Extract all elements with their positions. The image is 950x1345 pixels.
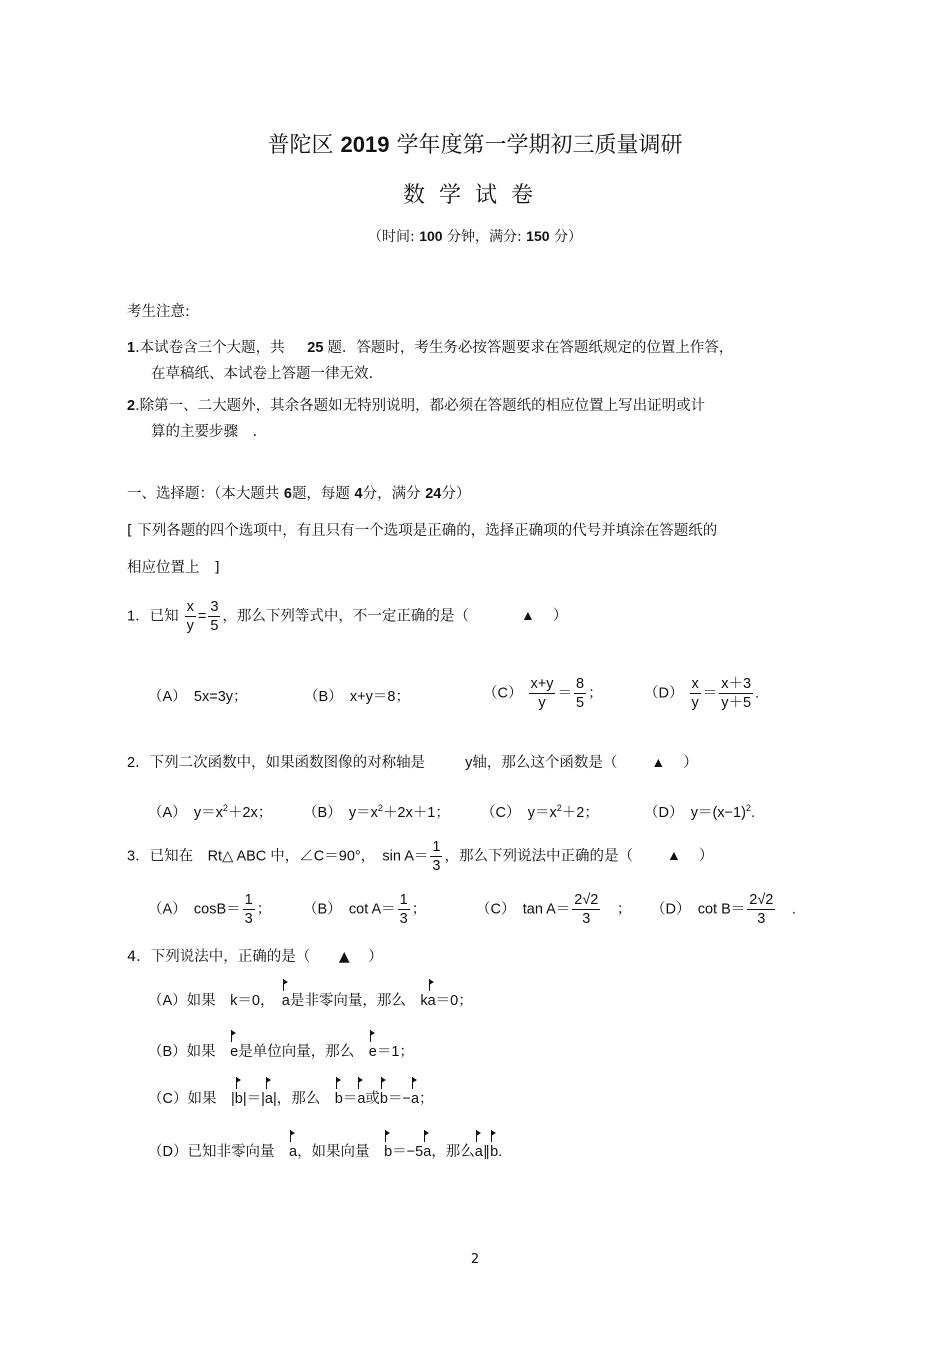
notice-item-2-cont: 算的主要步骤 .	[151, 424, 258, 440]
page-subtitle: 数学试卷	[402, 183, 547, 208]
vector-arrow-icon: e	[368, 1044, 377, 1060]
fraction: $\frac{3}{5}$	[210, 599, 219, 634]
q4-option-b: （B）如果 e是单位向量，那么 e＝1；	[148, 1044, 414, 1060]
q1-option-a: （A） 5x=3y；	[148, 689, 248, 705]
fraction: $\frac{x+3}{y+5}$	[721, 676, 752, 711]
vector-arrow-icon: a	[423, 1144, 432, 1160]
q2-option-a: （A） $y=x^2+2x$；	[148, 803, 273, 821]
question-1-stem: 1．已知 $\frac{x}{y}$ = $\frac{3}{5}$ ，那么下列等式中，不一定正确的是（ ▲ ）	[127, 599, 568, 634]
q1-option-c: （C） $\frac{x+y}{y}$ ＝ $\frac{8}{5}$ ；	[483, 676, 603, 711]
notice-item-2: 2.除第一、二大题外，其余各题如无特别说明，都必须在答题纸的相应位置上写出证明或计	[127, 398, 706, 414]
vector-arrow-icon: a	[427, 993, 436, 1009]
vector-arrow-icon: a	[357, 1091, 366, 1107]
vector-arrow-icon: b	[234, 1091, 243, 1107]
vector-arrow-icon: a	[474, 1144, 483, 1160]
vector-arrow-icon: e	[230, 1044, 239, 1060]
q2-option-b: （B） $y=x^2+2x+1$；	[303, 803, 450, 821]
q3-option-b: （B） cot A＝ $\frac{1}{3}$ ；	[303, 892, 427, 927]
fraction: $\frac{x}{y}$	[691, 676, 699, 711]
answer-marker-icon: ▲	[338, 949, 350, 965]
page-title: 普陀区 2019 学年度第一学期初三质量调研	[267, 132, 683, 158]
section-instructions-cont: 相应位置上 ]	[127, 560, 220, 576]
fraction: $\frac{x}{y}$	[186, 599, 194, 634]
fraction: $\frac{2√2}{3}$	[749, 892, 774, 927]
q1-option-b: （B） x+y＝8；	[304, 689, 410, 705]
question-3-stem: 3．已知在 Rt△ ABC 中，∠C＝90°， sin A＝ $\frac{1}{3}$ ，那么下列说法中正确的是（ ▲ ）	[127, 839, 714, 874]
answer-marker-icon: ▲	[520, 607, 535, 624]
section-heading: 一、选择题：（本大题共 6题，每题 4分，满分 24分）	[127, 486, 471, 502]
fraction: $\frac{1}{3}$	[432, 839, 441, 874]
notice-heading: 考生注意:	[127, 304, 190, 320]
time-info: （时间: 100 分钟，满分: 150 分）	[368, 228, 582, 245]
fraction: $\frac{1}{3}$	[244, 892, 253, 927]
vector-arrow-icon: b	[379, 1091, 388, 1107]
answer-marker-icon: ▲	[666, 847, 681, 864]
q1-option-d: （D） $\frac{x}{y}$ ＝ $\frac{x+3}{y+5}$ .	[644, 676, 760, 711]
page-number: 2	[470, 1252, 480, 1267]
q3-option-a: （A） cosB＝ $\frac{1}{3}$ ；	[148, 892, 272, 927]
question-2-stem: 2．下列二次函数中，如果函数图像的对称轴是 y轴，那么这个函数是（ ▲ ）	[127, 754, 698, 771]
answer-marker-icon: ▲	[651, 754, 666, 770]
vector-arrow-icon: b	[334, 1091, 343, 1107]
notice-item-1-cont: 在草稿纸、本试卷上答题一律无效.	[151, 366, 374, 382]
q4-option-d: （D）已知非零向量 a，如果向量 b＝−5a，那么a∥b.	[148, 1144, 503, 1160]
q3-option-d: （D） cot B＝ $\frac{2√2}{3}$ .	[651, 892, 796, 927]
fraction: $\frac{1}{3}$	[399, 892, 408, 927]
fraction: $\frac{2√2}{3}$	[574, 892, 599, 927]
section-instructions: [ 下列各题的四个选项中，有且只有一个选项是正确的，选择正确项的代号并填涂在答题纸的	[127, 523, 718, 539]
vector-arrow-icon: b	[384, 1144, 393, 1160]
vector-arrow-icon: b	[490, 1144, 499, 1160]
vector-arrow-icon: a	[410, 1091, 420, 1107]
q2-option-d: （D） $y=(x-1)^2$.	[644, 803, 755, 821]
fraction: $\frac{x+y}{y}$	[530, 676, 554, 711]
q4-option-c: （C）如果 |b|＝|a|，那么 b＝a或b＝−a；	[148, 1091, 434, 1107]
notice-item-1: 1.本试卷含三个大题，共 25 题．答题时，考生务必按答题要求在答题纸规定的位置上作答，	[127, 340, 734, 356]
question-4-stem: 4．下列说法中，正确的是（ ▲ ）	[127, 949, 383, 965]
vector-arrow-icon: a	[281, 993, 290, 1009]
vector-arrow-icon: a	[264, 1091, 273, 1107]
vector-arrow-icon: a	[288, 1144, 298, 1160]
q3-option-c: （C） tan A＝ $\frac{2√2}{3}$ ；	[476, 892, 632, 927]
fraction: $\frac{8}{5}$	[575, 676, 585, 711]
q4-option-a: （A）如果 k＝0， a是非零向量，那么 ka＝0；	[148, 993, 473, 1009]
q2-option-c: （C） $y=x^2+2$；	[481, 803, 599, 821]
